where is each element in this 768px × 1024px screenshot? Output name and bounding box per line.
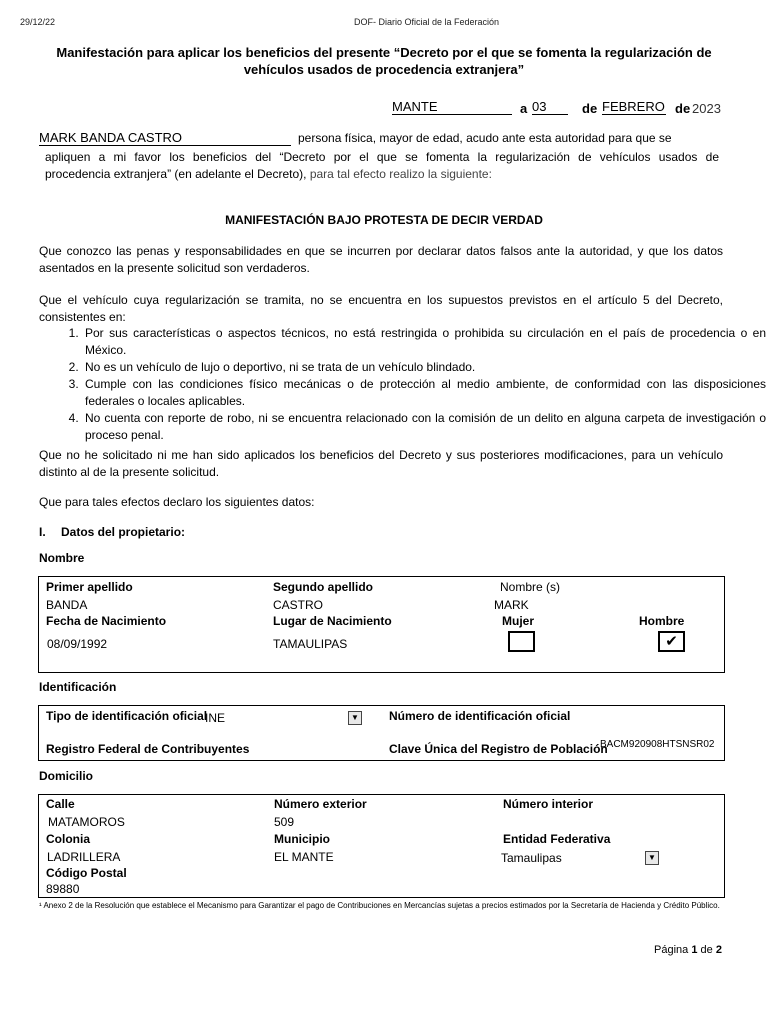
- domicilio-heading: Domicilio: [39, 769, 94, 783]
- colonia-label: Colonia: [46, 832, 90, 846]
- day-field[interactable]: 03: [532, 99, 568, 115]
- calle-field[interactable]: MATAMOROS: [48, 815, 125, 829]
- list-item: 4. No cuenta con reporte de robo, ni se encuentra relacionado con la comisión de un delito en alguna carpeta de investigación o proceso penal.: [82, 410, 766, 444]
- section-title: MANIFESTACIÓN BAJO PROTESTA DE DECIR VERDAD: [225, 213, 543, 227]
- municipio-label: Municipio: [274, 832, 330, 846]
- primer-apellido-label: Primer apellido: [46, 580, 133, 594]
- lugar-nacimiento-field[interactable]: TAMAULIPAS: [273, 637, 348, 651]
- declarant-line2: apliquen a mi favor los beneficios del “Decreto por el que se fomenta la regularización de vehículos usados de: [45, 150, 719, 164]
- chevron-down-icon: ▼: [351, 713, 359, 722]
- nombre-box: [38, 576, 725, 673]
- rfc-label: Registro Federal de Contribuyentes: [46, 742, 250, 756]
- nombres-label: Nombre (s): [500, 580, 561, 594]
- tipo-id-label: Tipo de identificación oficial: [46, 709, 208, 723]
- domicilio-box: [38, 794, 725, 898]
- list-item: 2. No es un vehículo de lujo o deportivo, ni se trata de un vehículo blindado.: [82, 359, 766, 376]
- lugar-nacimiento-label: Lugar de Nacimiento: [273, 614, 392, 628]
- segundo-apellido-label: Segundo apellido: [273, 580, 374, 594]
- tipo-id-field[interactable]: INE: [205, 711, 226, 725]
- de-label-2: de: [675, 101, 691, 116]
- num-int-label: Número interior: [503, 797, 594, 811]
- page-number: Página 1 de 2: [654, 944, 722, 956]
- a-label: a: [520, 101, 528, 116]
- check-icon: ✔: [665, 633, 678, 650]
- mujer-label: Mujer: [502, 614, 535, 628]
- mujer-checkbox[interactable]: [508, 631, 535, 652]
- calle-label: Calle: [46, 797, 75, 811]
- segundo-apellido-field[interactable]: CASTRO: [273, 598, 324, 612]
- paragraph-not-requested: Que no he solicitado ni me han sido aplicados los beneficios del Decreto y sus posteriores modificaciones, para un vehículo distinto al de la presente solicitud.: [39, 448, 723, 479]
- hombre-checkbox[interactable]: [658, 631, 685, 652]
- fecha-nacimiento-label: Fecha de Nacimiento: [46, 614, 167, 628]
- owner-heading: Datos del propietario:: [61, 525, 186, 539]
- chevron-down-icon: ▼: [648, 853, 656, 862]
- curp-field[interactable]: BACM920908HTSNSR02: [600, 739, 715, 750]
- place-field[interactable]: MANTE: [392, 99, 512, 115]
- identificacion-box: [38, 705, 725, 761]
- hombre-label: Hombre: [639, 614, 685, 628]
- de-label-1: de: [582, 101, 598, 116]
- paragraph-penalties: Que conozco las penas y responsabilidades en que se incurren por declarar datos falsos ante la autoridad, y que los datos asentados en la presente solicitud son verdaderos.: [39, 244, 723, 275]
- page-title: Manifestación para aplicar los beneficios del presente “Decreto por el que se fomenta la regularización de vehículos usados de procedencia extranjera”: [56, 45, 712, 77]
- paragraph-vehicle: Que el vehículo cuya regularización se tramita, no se encuentra en los supuestos previstos en el artículo 5 del Decreto, consistentes en:: [39, 293, 723, 324]
- year-field[interactable]: 2023: [692, 101, 721, 116]
- primer-apellido-field[interactable]: BANDA: [46, 598, 88, 612]
- declarant-name-field[interactable]: MARK BANDA CASTRO: [39, 130, 291, 146]
- source-header: DOF- Diario Oficial de la Federación: [354, 17, 500, 27]
- month-field[interactable]: FEBRERO: [602, 99, 665, 114]
- list-item: 1. Por sus características o aspectos técnicos, no está restringida o prohibida su circulación en el país de procedencia o en México.: [82, 325, 766, 359]
- print-date: 29/12/22: [20, 17, 56, 27]
- nombre-heading: Nombre: [39, 551, 85, 565]
- paragraph-declare: Que para tales efectos declaro los siguientes datos:: [39, 495, 315, 509]
- requirements-list: [39, 325, 766, 444]
- identificacion-heading: Identificación: [39, 680, 117, 694]
- numero-id-label: Número de identificación oficial: [389, 709, 571, 723]
- entidad-label: Entidad Federativa: [503, 832, 611, 846]
- curp-label: Clave Única del Registro de Población: [389, 742, 608, 756]
- footnote: ¹ Anexo 2 de la Resolución que establece el Mecanismo para Garantizar el pago de Contribuciones en Mercancías sujetas a precios estimados por la Secretaría de Hacienda y Crédito Público.: [39, 901, 720, 910]
- declarant-line3: procedencia extranjera” (en adelante el Decreto), para tal efecto realizo la siguiente:: [45, 167, 492, 181]
- municipio-field[interactable]: EL MANTE: [274, 850, 334, 864]
- fecha-nacimiento-field[interactable]: 08/09/1992: [47, 637, 108, 651]
- num-ext-label: Número exterior: [274, 797, 367, 811]
- tipo-id-dropdown[interactable]: [348, 711, 362, 725]
- colonia-field[interactable]: LADRILLERA: [47, 850, 121, 864]
- cp-label: Código Postal: [46, 866, 127, 880]
- entidad-field[interactable]: Tamaulipas: [501, 851, 562, 865]
- owner-heading-number: I.: [39, 525, 46, 539]
- list-item: 3. Cumple con las condiciones físico mecánicas o de protección al medio ambiente, de conformidad con las disposiciones federales o locales aplicables.: [82, 376, 766, 410]
- cp-field[interactable]: 89880: [46, 882, 80, 896]
- entidad-dropdown[interactable]: [645, 851, 659, 865]
- nombres-field[interactable]: MARK: [494, 598, 529, 612]
- num-ext-field[interactable]: 509: [274, 815, 295, 829]
- declarant-line1: persona física, mayor de edad, acudo ante esta autoridad para que se: [298, 131, 672, 145]
